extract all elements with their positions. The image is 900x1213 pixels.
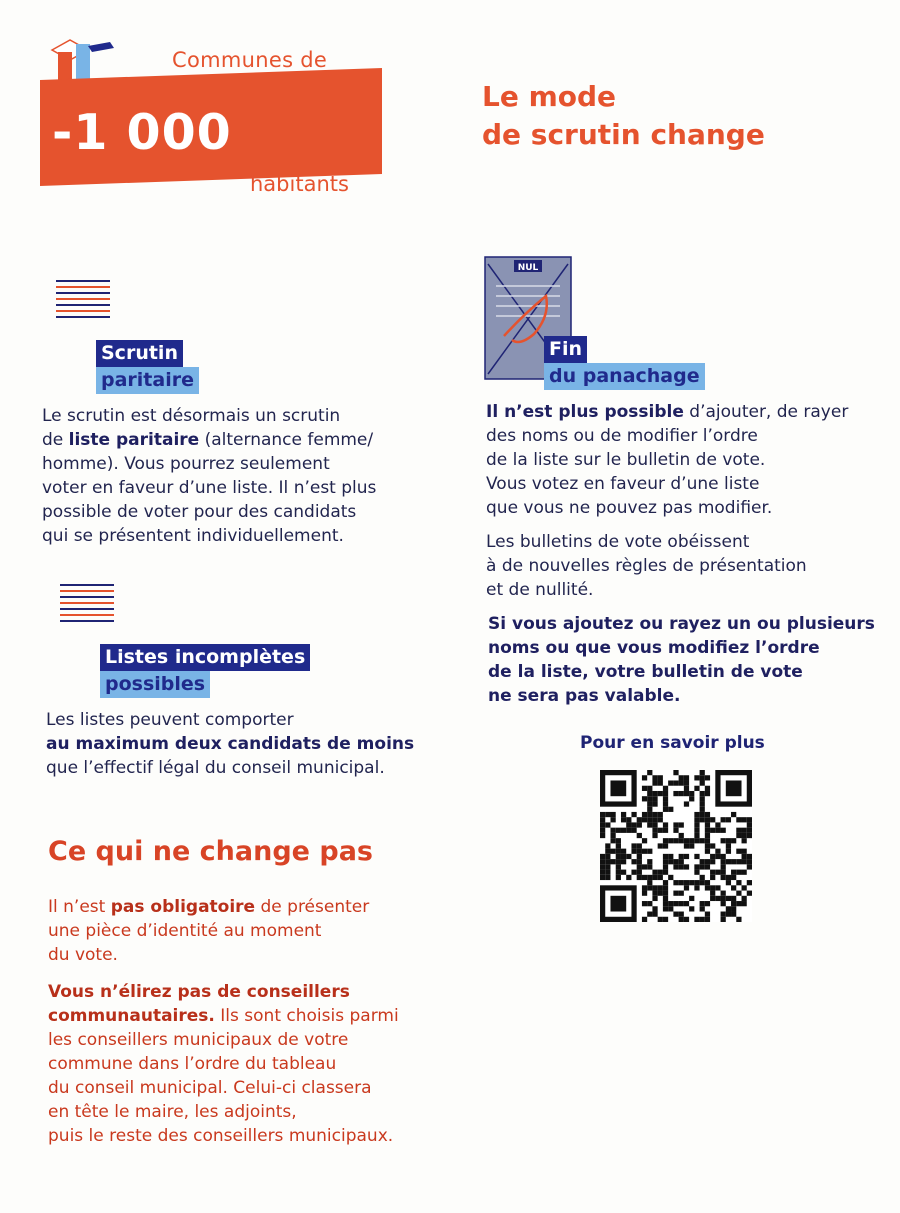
scrutin-badge-line2: paritaire	[96, 367, 199, 394]
unchanged-line: Il n’est pas obligatoire de présenter	[48, 897, 370, 917]
panachage-line: ne sera pas valable.	[488, 686, 681, 706]
scrutin-badge-line1: Scrutin	[96, 340, 183, 367]
stripes-icon	[56, 280, 110, 322]
scrutin-line: de liste paritaire (alternance femme/	[42, 430, 374, 450]
panachage-line: à de nouvelles règles de présentation	[486, 556, 807, 576]
panachage-line: des noms ou de modifier l’ordre	[486, 426, 758, 446]
scrutin-line: Le scrutin est désormais un scrutin	[42, 406, 341, 426]
panachage-line: noms ou que vous modifiez l’ordre	[488, 638, 820, 658]
panachage-warning	[488, 612, 888, 708]
panachage-text-2	[486, 530, 886, 602]
page-title	[482, 78, 765, 154]
population-threshold: -1 000	[52, 104, 232, 161]
unchanged-line: une pièce d’identité au moment	[48, 921, 322, 941]
panachage-line: de la liste sur le bulletin de vote.	[486, 450, 766, 470]
panachage-line: Il n’est plus possible d’ajouter, de rayer	[486, 402, 849, 422]
scrutin-badge	[96, 340, 199, 394]
unchanged-line: communautaires. Ils sont choisis parmi	[48, 1006, 399, 1026]
panachage-line: de la liste, votre bulletin de vote	[488, 662, 803, 682]
unchanged-line: du vote.	[48, 945, 118, 965]
ballot-nul-label: NUL	[517, 263, 539, 273]
listes-line: Les listes peuvent comporter	[46, 710, 294, 730]
panachage-text-1	[486, 400, 886, 520]
listes-badge-line1: Listes incomplètes	[100, 644, 310, 671]
unchanged-line: puis le reste des conseillers municipaux.	[48, 1126, 394, 1146]
scrutin-line: possible de voter pour des candidats	[42, 502, 357, 522]
listes-line: que l’effectif légal du conseil municipal.	[46, 758, 385, 778]
scrutin-text	[42, 404, 422, 548]
listes-text	[46, 708, 426, 780]
panachage-badge	[544, 336, 705, 390]
listes-badge-line2: possibles	[100, 671, 210, 698]
unchanged-line: du conseil municipal. Celui-ci classera	[48, 1078, 372, 1098]
page-title-line2: de scrutin change	[482, 118, 765, 151]
scrutin-line: voter en faveur d’une liste. Il n’est plus	[42, 478, 377, 498]
qr-code[interactable]	[600, 770, 752, 922]
unchanged-title: Ce qui ne change pas	[48, 836, 373, 867]
panachage-badge-line2: du panachage	[544, 363, 705, 390]
learn-more-label: Pour en savoir plus	[580, 733, 765, 753]
scrutin-line: homme). Vous pourrez seulement	[42, 454, 330, 474]
unchanged-line: Vous n’élirez pas de conseillers	[48, 982, 350, 1002]
unchanged-line: les conseillers municipaux de votre	[48, 1030, 349, 1050]
page-title-line1: Le mode	[482, 80, 617, 113]
stripes-icon	[60, 584, 114, 626]
listes-line: au maximum deux candidats de moins	[46, 734, 415, 754]
panachage-badge-line1: Fin	[544, 336, 587, 363]
scrutin-line: qui se présentent individuellement.	[42, 526, 344, 546]
panachage-line: Vous votez en faveur d’une liste	[486, 474, 760, 494]
panachage-line: que vous ne pouvez pas modifier.	[486, 498, 773, 518]
unchanged-line: en tête le maire, les adjoints,	[48, 1102, 297, 1122]
communes-de-label: Communes de	[172, 48, 328, 72]
panachage-line: Si vous ajoutez ou rayez un ou plusieurs	[488, 614, 875, 634]
unchanged-text-2	[48, 980, 448, 1148]
panachage-line: et de nullité.	[486, 580, 594, 600]
habitants-label: habitants	[250, 172, 349, 196]
unchanged-line: commune dans l’ordre du tableau	[48, 1054, 337, 1074]
panachage-line: Les bulletins de vote obéissent	[486, 532, 750, 552]
listes-badge	[100, 644, 310, 698]
unchanged-text-1	[48, 895, 448, 967]
